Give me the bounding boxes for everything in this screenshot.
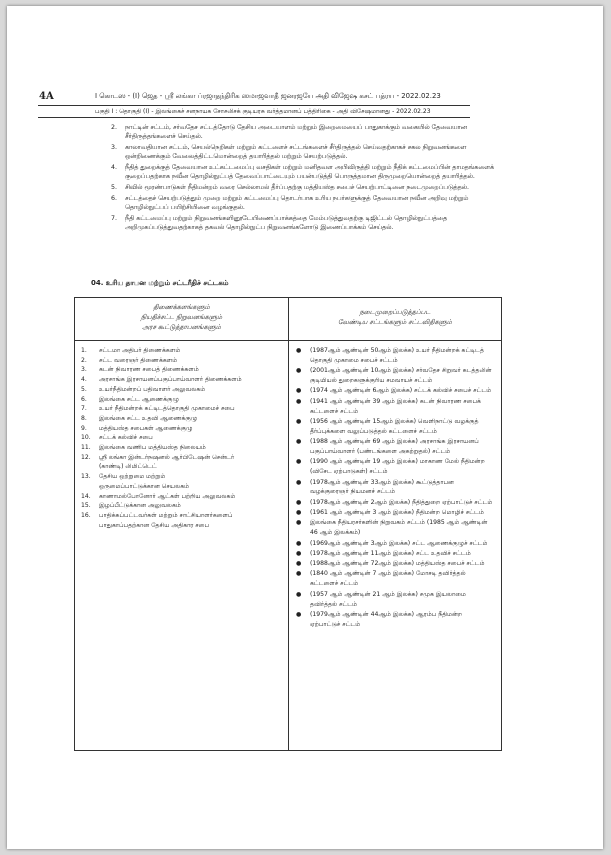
institutions-laws-table [74,297,502,751]
list-item: 14. காணாமல்போனோர் ஆட்கள் பற்றிய அலுவலகம் [81,492,236,500]
bullet-icon: ● [296,417,302,425]
list-item: 9. மத்தியஸ்த சபைகள் ஆணைக்குழு [81,424,193,432]
list-item: 16. பாதிக்கப்பட்டவர்கள் மற்றும் சாட்சியாளர்களைப் [81,511,233,519]
table-header-laws: நடைமுறைப்படுத்தப்பட வேண்டிய சட்டங்களும் சட்டவிதிகளும் [338,308,452,326]
list-item: ● இலங்கை நீதியரசர்களின் நிறுவகம் சட்டம் (1985 ஆம் ஆண்டின் 46 ஆம் இலக்கம்) [296,519,488,537]
list-item: ● (1941 ஆம் ஆண்டின் 39 ஆம் இலக்க) கடன் நிவாரண சபைக் கட்டளைச் சட்டம் [296,397,481,415]
table-header-institutions: திணைக்களங்களும் நியதிச்சட்ட நிறுவனங்களும் அரச கூட்டுத்தாபனங்களும் [140,303,223,331]
list-item: ● (1957 ஆம் ஆண்டின் 21 ஆம் இலக்க) சமுக இயலாமை தவிர்த்தல் சட்டம் [296,590,466,608]
list-item: 13. தேசிய ஒற்றுமை மற்றும் [81,473,166,481]
bullet-icon: ● [296,397,302,405]
list-item: 4. நீதித் துறைக்குத் தேவையான உட்கட்டமைப்பு வசதிகள் மற்றும் மனிதவள அபிவிருத்தி மற்றும் நீதிக் கட்டமைப்பின் தாமதங்களைக் குறைப்பதற்காக நவீன தொழில்நுட்பத் தேவைப்பாட்டையும் பயன்படுத்தி பொருத்தமான திருமுறையொன்றைத் தயாரித்தல். [111,164,494,181]
list-item: 3. காலாவதியான சட்டம், செயல்நெறிகள் மற்றும் கட்டளைச் சட்டங்களைச் சீர்திருத்தல் செய்வதற்காகச் சகல நிறுவனங்களை ஒன்றிணைக்கும் வேலைத்திட்டமொன்றைத் தயாரித்தல் மற்றும் செயற்படுத்தல். [111,144,467,161]
list-item: 6. இலங்கை சட்ட ஆணைக்குழு [81,395,179,403]
list-item: ● (1979ஆம் ஆண்டின் 44ஆம் இலக்க) ஆரம்ப நீதிமன்ற ஏற்பாட்டுச் சட்டம் [296,610,463,628]
list-item: 3. கடன் நிவாரண சபைத் திணைக்களம் [81,366,199,374]
bullet-icon: ● [296,519,302,527]
list-item: ● (1956 ஆம் ஆண்டின் 15ஆம் இலக்க) வெளிநாட்டு வழக்குத் தீர்ப்புக்களை வலுப்படுத்தல் கட்டளைச் சட்டம் [296,417,479,435]
list-item: 8. இலங்கை சட்ட உதவி ஆணைக்குழு [81,414,198,422]
bullet-icon: ● [296,438,302,446]
bullet-icon: ● [296,498,302,506]
list-item: ● (1974 ஆம் ஆண்டின் 6ஆம் இலக்க) சட்டக் கல்விச் சபைச் சட்டம் [296,387,492,395]
bullet-icon: ● [296,387,302,395]
list-item: 11. இலங்கை வணிப மத்தியஸ்த நிலையம் [81,444,206,452]
bullet-icon: ● [296,367,302,375]
list-item: ● (2001ஆம் ஆண்டின் 10ஆம் இலக்க) சர்வதேச சிறுவர் கடத்தலின் குடியியல் துறைகளுக்குரிய சமவாயச் சட்டம் [296,367,492,385]
header-row-divider [75,340,501,341]
bullet-icon: ● [296,347,302,354]
list-item: ● (1987ஆம் ஆண்டின் 50ஆம் இலக்க) உயர் நீதிமன்றக் கட்டிடத் தொகுதி முகாமை சபைச் சட்டம் [296,347,484,364]
column-divider [288,298,289,750]
section-title: 04. உரிய தாபன மற்றும் சட்டரீதிச் சட்டகம் [91,279,229,287]
list-item: 7. உயர் நீதிமன்றக் கட்டிடத்தொகுதி முகாமைச் சபை [81,405,235,413]
list-item: 5. சிவில் மூரண்பாடுகள் நீதிமன்றம் வரை செல்லாமல் தீர்ப்பதற்கு மத்தியஸ்த சபைச் செயற்பாட்டினை நடைமுறைப்படுத்தல். [111,184,469,191]
list-item: ● (1990 ஆம் ஆண்டின் 19 ஆம் இலக்க) மாகாண மேல் நீதிமன்ற (விசேட ஏற்பாடுகள்) சட்டம் [296,458,485,476]
bullet-icon: ● [296,560,302,568]
list-item: ● (1978ஆம் ஆண்டின் 33ஆம் இலக்க) கூட்டுத்தாபன வழக்குரைஞர் நியமனச் சட்டம் [296,478,454,496]
list-item: ● (1978ஆம் ஆண்டின் 2ஆம் இலக்க) நீதித்துறை ஏற்பாட்டுச் சட்டம் [296,498,493,506]
laws-list [296,346,494,630]
objectives-list [111,123,507,234]
list-item: ● (1988 ஆம் ஆண்டின் 69 ஆம் இலக்க) அரசாங்க இரசாயனப் பகுப்பாய்வாளர் (பண்டங்களை அகற்றுதல்) சட்டம் [296,438,479,456]
document-page [7,6,603,849]
list-item: பாதுகாப்பதற்கான தேசிய அதிகார சபை [99,521,210,529]
list-item: ● (1969ஆம் ஆண்டின் 3ஆம் இலக்க) சட்ட ஆணைக்குழுச் சட்டம் [296,539,488,547]
bullet-icon: ● [296,570,302,578]
header-line-tamil: பகுதி I : தொகுதி (I) - இலங்கைச் சனநாயக சோசலிசக் குடியரசு வர்த்தமானப் பத்திரிகை - அதி விசேஷமானது - 2022.02.23 [95,108,431,115]
header-divider-bottom [38,117,470,118]
list-item: 6. சட்டத்தைச் செயற்படுத்தும் முறை மற்றும் கட்டமைப்பு தொடர்பாக உரிய நபர்களுக்குத் தேவையான நவீன அறிவு மற்றும் தொழில்நுட்பப் பயிற்சியினை வழங்குதல். [111,194,469,211]
institutions-list [81,346,283,530]
page-number: 4A [39,91,54,102]
list-item: 15. இழப்பீட்டுக்கான அலுவலகம் [81,502,181,510]
bullet-icon: ● [296,478,302,486]
list-item: ஒருமைப்பாட்டுக்கான செயலகம் [99,482,189,490]
bullet-icon: ● [296,509,302,517]
list-item: ● (1978ஆம் ஆண்டின் 11ஆம் இலக்க) சட்ட உதவிச் சட்டம் [296,549,471,557]
list-item: (காண்டி) லிமிட்டெட் [99,463,157,471]
bullet-icon: ● [296,539,302,547]
list-item: ● (1961 ஆம் ஆண்டின் 3 ஆம் இலக்க) நீதிமன்ற மொழிச் சட்டம் [296,509,484,517]
list-item: 4. அரசாங்க இரசாயனப்பகுப்பாய்வாளர் திணைக்களம் [81,376,242,384]
list-item: 2. நாட்டின் சட்டம், சர்வதேச சட்டத்தோடு தேசிய அடையாளம் மற்றும் இறைமையைப் பாதுகாக்கும் வகையில் தேவையான சீர்திருத்தங்களைச் செய்தல். [111,124,467,141]
bullet-icon: ● [296,590,302,598]
list-item: 1. சட்டமா அதிபர் திணைக்களம் [81,347,181,354]
list-item: 7. நீதி கட்டமைப்பு மற்றும் நிறுவனங்களினூடேயிணைப்பாக்கத்தை மேம்படுத்துவதற்கு டிஜிட்டல் தொழில்நுட்பத்தை அறிமுகப்படுத்துவதற்காகத் தகவல் தொழில்நுட்ப நிறுவனங்களோடு இணைப்பாக்கம் செய்தல். [111,214,448,231]
list-item: ● (1840 ஆம் ஆண்டின் 7 ஆம் இலக்க) மோசடி தவிர்த்தல் கட்டளைச் சட்டம் [296,570,466,588]
header-line-sinhala: I கொடஸ - (I) ஜெத - ஸ்ரீ லங்கா ப்ரஜாதந்திரிக ஸமாஜவாதீ ஜனரஜயே அதி விஜேஷ கசட் பத்ரய - 2022.02.23 [95,92,441,100]
list-item: 5. உயர்நீதிமன்றப் பதிவாளர் அலுவலகம் [81,385,206,393]
bullet-icon: ● [296,458,302,466]
bullet-icon: ● [296,549,302,557]
list-item: 2. சட்ட வரைஞர் திணைக்களம் [81,356,178,364]
list-item: 10. சட்டக் கல்விச் சபை [81,434,153,442]
list-item: ● (1988ஆம் ஆண்டின் 72ஆம் இலக்க) மத்தியஸ்த சபைச் சட்டம் [296,560,485,568]
bullet-icon: ● [296,610,302,618]
header-divider [38,105,470,106]
list-item: 12. ஸ்ரீ லங்கா இன்டர்நஷனல் ஆர்பிடேஷன் சென்டர் [81,453,235,461]
